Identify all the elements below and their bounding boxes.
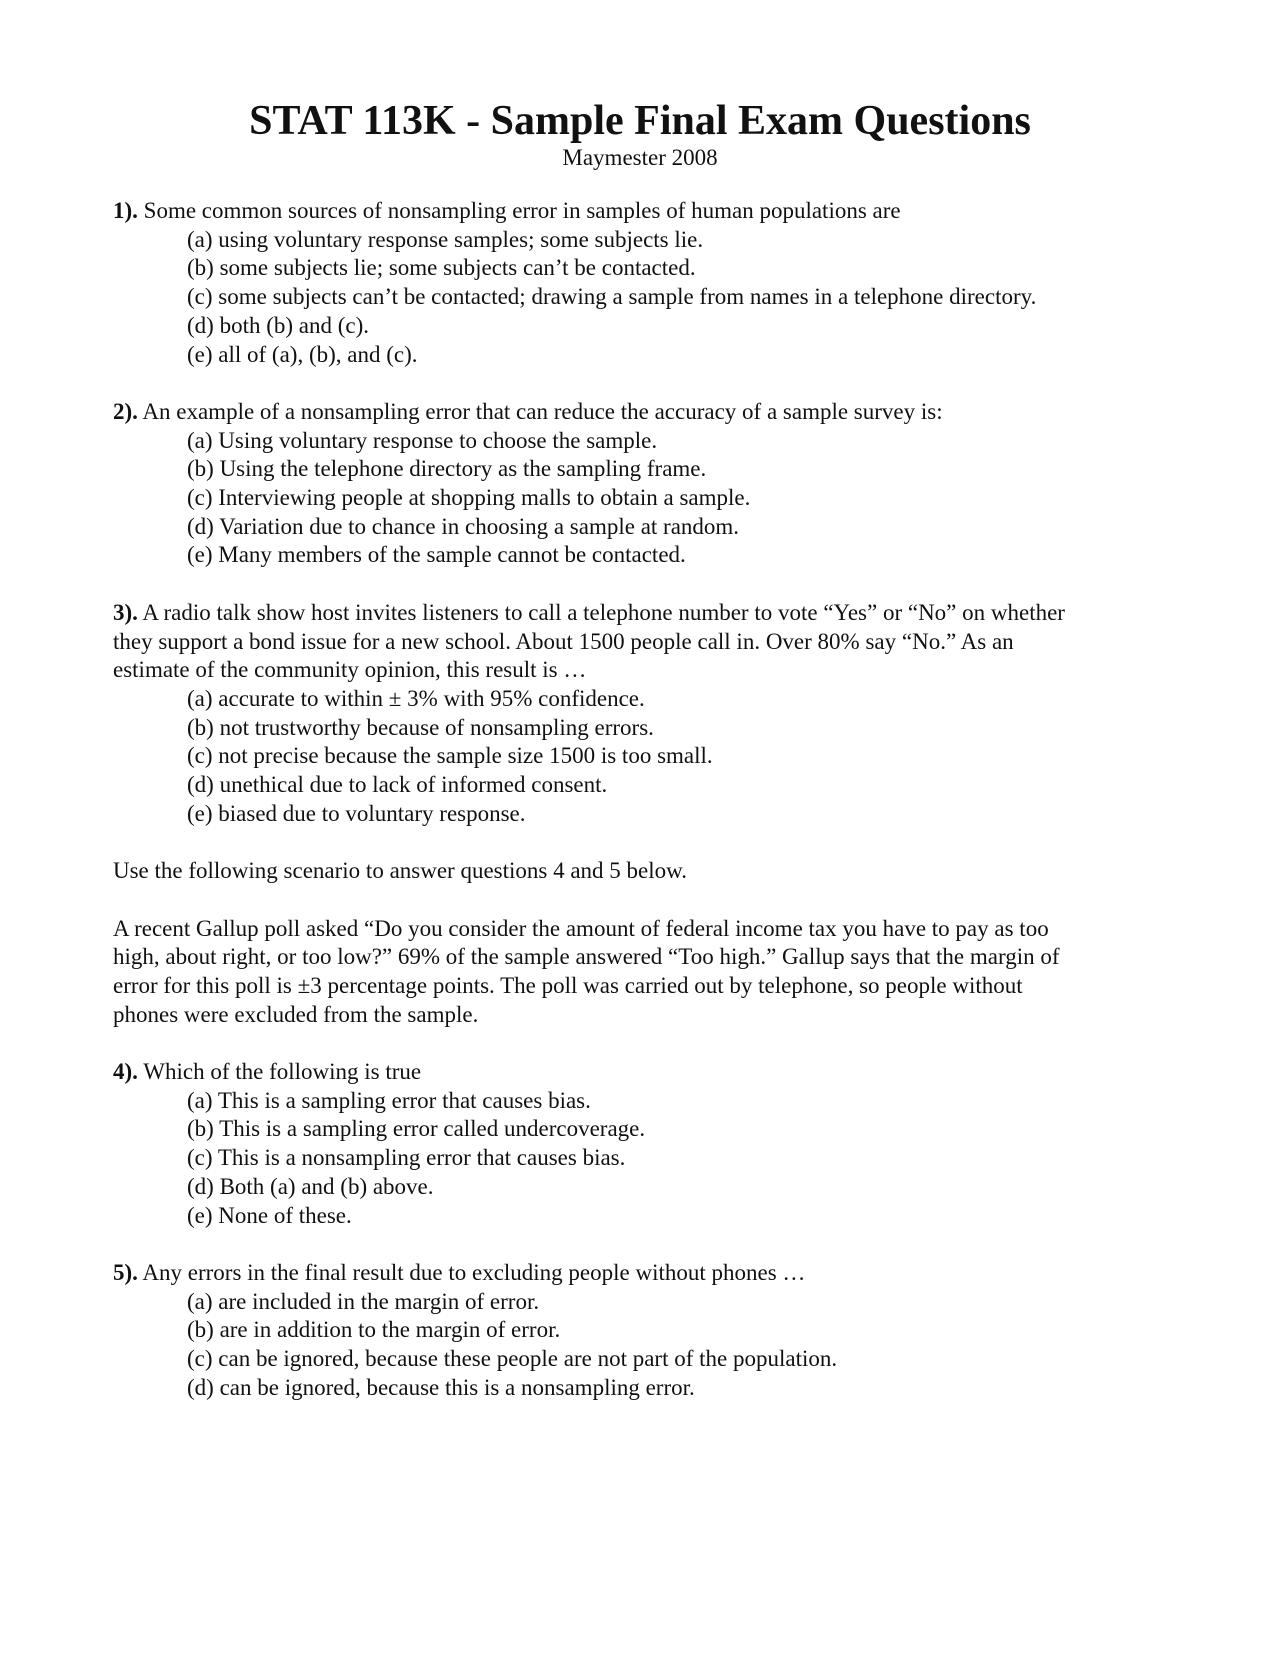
page-title: STAT 113K - Sample Final Exam Questions — [249, 98, 1031, 144]
question-3 — [113, 599, 1173, 829]
scenario-line: error for this poll is ±3 percentage points. The poll was carried out by telephone, so people without — [113, 972, 1023, 998]
question-stem — [113, 599, 1173, 628]
answer-option: (c) some subjects can’t be contacted; drawing a sample from names in a telephone directory. — [187, 284, 1037, 310]
answer-option: (d) both (b) and (c). — [187, 312, 370, 338]
answer-option: (e) Many members of the sample cannot be contacted. — [187, 542, 686, 568]
answer-option: (c) not precise because the sample size 1500 is too small. — [187, 743, 713, 769]
question-text: Some common sources of nonsampling error in samples of human populations are — [137, 198, 901, 223]
question-stem — [113, 1058, 1173, 1087]
answer-option: (c) Interviewing people at shopping malls to obtain a sample. — [187, 485, 751, 511]
question-text-continued: they support a bond issue for a new school. About 1500 people call in. Over 80% say “No.” As an — [113, 628, 1014, 654]
exam-content — [113, 197, 1173, 1431]
question-2 — [113, 398, 1173, 570]
answer-option: (d) Variation due to chance in choosing a sample at random. — [187, 513, 740, 539]
question-stem — [113, 1259, 1173, 1288]
answer-option: (d) Both (a) and (b) above. — [187, 1173, 434, 1199]
answer-option: (b) are in addition to the margin of error. — [187, 1317, 561, 1343]
answer-option: (a) Using voluntary response to choose the sample. — [187, 427, 658, 453]
answer-option: (a) accurate to within ± 3% with 95% confidence. — [187, 685, 645, 711]
page-subtitle: Maymester 2008 — [562, 145, 718, 170]
question-4 — [113, 1058, 1173, 1230]
question-number: 3). — [113, 599, 138, 625]
question-number: 1). — [113, 198, 138, 223]
question-text-continued: estimate of the community opinion, this result is … — [113, 657, 587, 683]
question-stem — [113, 197, 1173, 226]
answer-option: (a) This is a sampling error that causes bias. — [187, 1087, 591, 1113]
question-text: Any errors in the final result due to excluding people without phones … — [137, 1259, 806, 1285]
question-5 — [113, 1259, 1173, 1403]
question-text: An example of a nonsampling error that can reduce the accuracy of a sample survey is: — [137, 398, 943, 424]
question-text: A radio talk show host invites listeners to call a telephone number to vote “Yes” or “No” on whether — [137, 599, 1065, 625]
answer-option: (c) can be ignored, because these people are not part of the population. — [187, 1346, 838, 1372]
scenario-line: A recent Gallup poll asked “Do you consider the amount of federal income tax you have to pay as too — [113, 915, 1049, 941]
question-number: 5). — [113, 1259, 138, 1285]
scenario-intro-text: Use the following scenario to answer questions 4 and 5 below. — [113, 858, 688, 884]
answer-option: (b) some subjects lie; some subjects can’t be contacted. — [187, 255, 696, 281]
answer-option: (b) not trustworthy because of nonsampling errors. — [187, 714, 654, 740]
question-number: 4). — [113, 1059, 138, 1085]
answer-option: (e) all of (a), (b), and (c). — [187, 341, 418, 367]
question-1 — [113, 197, 1173, 369]
answer-option: (a) using voluntary response samples; some subjects lie. — [187, 226, 704, 252]
answer-option: (a) are included in the margin of error. — [187, 1288, 540, 1314]
answer-option: (e) None of these. — [187, 1202, 352, 1228]
scenario-paragraph — [113, 915, 1173, 1030]
question-stem — [113, 398, 1173, 427]
answer-option: (b) Using the telephone directory as the sampling frame. — [187, 456, 707, 482]
question-text: Which of the following is true — [137, 1059, 422, 1085]
answer-option: (e) biased due to voluntary response. — [187, 800, 526, 826]
answer-option: (b) This is a sampling error called undercoverage. — [187, 1116, 646, 1142]
scenario-line: high, about right, or too low?” 69% of the sample answered “Too high.” Gallup says that the margin of — [113, 944, 1060, 970]
answer-option: (d) can be ignored, because this is a nonsampling error. — [187, 1374, 695, 1400]
question-number: 2). — [113, 398, 138, 424]
scenario-intro — [113, 857, 1173, 886]
scenario-line: phones were excluded from the sample. — [113, 1001, 479, 1027]
answer-option: (c) This is a nonsampling error that causes bias. — [187, 1145, 626, 1171]
answer-option: (d) unethical due to lack of informed consent. — [187, 772, 608, 798]
